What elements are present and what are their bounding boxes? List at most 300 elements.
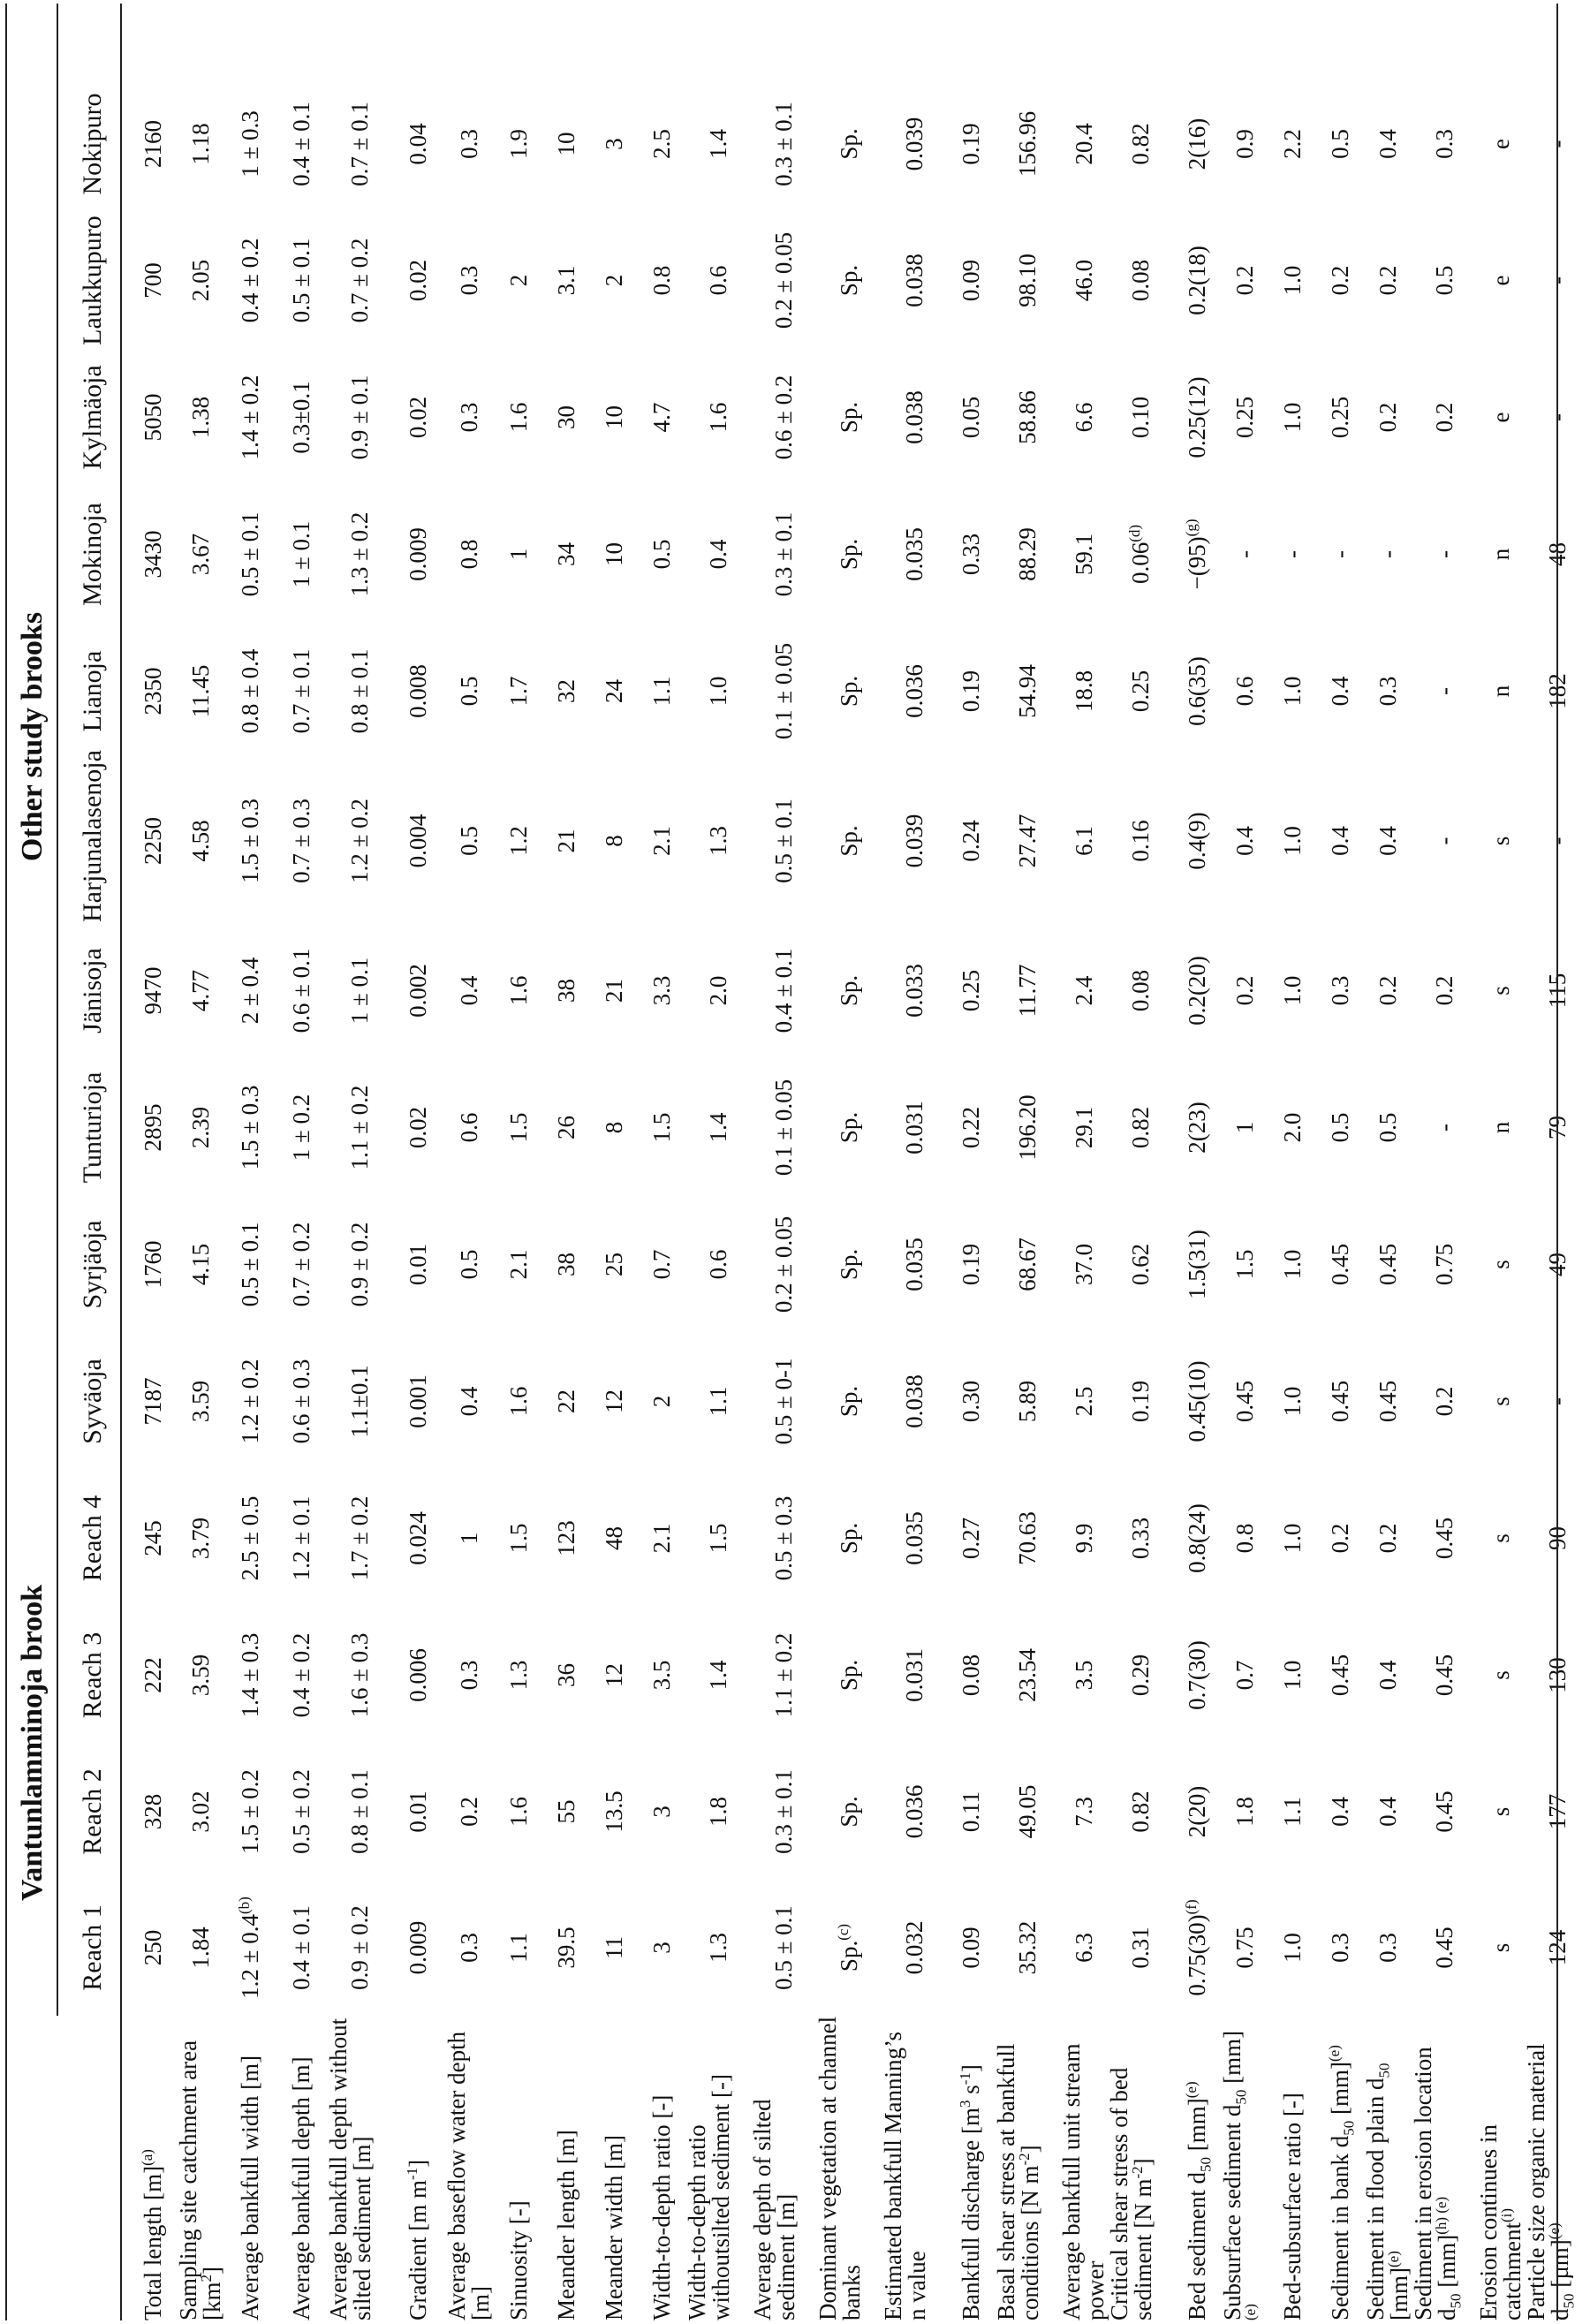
row-label-text — [602, 2135, 626, 2320]
cell-value: 0.45 — [1431, 1517, 1458, 1560]
table-cell — [177, 1196, 224, 1333]
cell-value: 124 — [1544, 1929, 1571, 1966]
column-header: Reach 1 — [78, 1904, 107, 1991]
table-cell — [1477, 1333, 1525, 1470]
label-main: Estimated bankfull Manning’s n value — [880, 2032, 930, 2320]
table-cell — [1268, 486, 1316, 623]
cell-value: Sp. — [836, 128, 862, 160]
cell-value: 1.5 — [505, 1112, 532, 1143]
cell-value: 1.1 — [1279, 1797, 1306, 1827]
table-cell — [1221, 1607, 1268, 1744]
label-footnote: (e) — [1242, 2304, 1259, 2320]
cell-value: 0.2 — [456, 1797, 482, 1827]
label-end: [µm] — [1547, 2239, 1573, 2294]
cell-value: 0.04 — [405, 123, 431, 165]
cell-value: 0.3 — [1431, 129, 1458, 159]
cell-value: 0.08 — [1127, 969, 1154, 1012]
table-cell — [1108, 1744, 1173, 1880]
table-cell — [1316, 212, 1364, 349]
table-cell — [638, 1333, 685, 1470]
table-cell — [1221, 1333, 1268, 1470]
table-cell — [995, 1607, 1060, 1744]
table-cell — [1316, 1333, 1364, 1470]
table-cell — [1364, 486, 1412, 623]
table-cell — [327, 212, 392, 349]
cell-value: 1.0 — [1279, 975, 1306, 1006]
table-cell — [1221, 760, 1268, 922]
cell-value: 0.7 ± 0.1 — [288, 648, 314, 734]
cell-value: 1.1 — [648, 676, 675, 707]
column-header: Syväoja — [78, 1359, 107, 1444]
cell-value: 0.4 — [1374, 826, 1401, 856]
cell-value: 1 ± 0.3 — [237, 110, 263, 178]
cell-value: 6.6 — [1071, 402, 1097, 433]
table-cell — [1316, 1470, 1364, 1607]
table-cell — [1108, 1880, 1173, 2016]
cell-value: 26 — [553, 1116, 579, 1139]
cell-footnote: (f) — [1183, 1899, 1200, 1915]
cell-value: 10 — [601, 405, 627, 429]
table-row — [327, 4, 392, 2320]
cell-value: 35.32 — [1014, 1920, 1041, 1975]
table-cell — [1412, 1607, 1477, 1744]
cell-value: 0.19 — [1127, 1380, 1154, 1423]
cell-value: 21 — [553, 829, 579, 853]
table-cell — [392, 1196, 443, 1333]
table-cell — [1477, 1196, 1525, 1333]
table-cell — [882, 349, 947, 486]
table-cell — [542, 212, 590, 349]
table-cell — [129, 1880, 177, 2016]
column-header: Harjunalasenoja — [78, 750, 107, 922]
cell-value: 1.5 ± 0.3 — [237, 799, 263, 883]
cell-value: 9.9 — [1071, 1523, 1097, 1554]
table-row — [685, 4, 751, 2320]
table-cell — [1221, 623, 1268, 760]
table-cell — [276, 760, 327, 922]
table-cell — [1060, 623, 1108, 760]
table-cell — [1108, 922, 1173, 1059]
cell-value: 4.7 — [648, 402, 675, 433]
cell-value: 123 — [553, 1520, 579, 1556]
table-cell — [542, 760, 590, 922]
cell-value: 79 — [1544, 1116, 1571, 1139]
row-label — [495, 2016, 542, 2320]
cell-value: 9470 — [140, 966, 166, 1015]
table-cell — [443, 1607, 495, 1744]
cell-value: 1760 — [140, 1240, 166, 1289]
label-end: ] — [404, 2159, 431, 2168]
cell-value: 0.7 ± 0.2 — [288, 1222, 314, 1307]
table-cell — [995, 760, 1060, 922]
row-label-text — [1325, 2045, 1357, 2320]
row-label-text — [445, 2016, 493, 2320]
cell-value: 0.45 — [1374, 1243, 1401, 1286]
table-cell — [1108, 623, 1173, 760]
label-main: Average depth of silted sediment [m] — [749, 2099, 799, 2320]
cell-value: 0.01 — [405, 1790, 431, 1833]
table-cell — [1108, 486, 1173, 623]
table-cell — [590, 349, 638, 486]
cell-value: 1.4 — [705, 1112, 731, 1143]
table-cell — [224, 349, 276, 486]
cell-value: 0.031 — [901, 1101, 928, 1154]
table-cell — [495, 76, 542, 212]
table-cell — [1364, 623, 1412, 760]
table-cell — [495, 623, 542, 760]
cell-value: 0.29 — [1127, 1654, 1154, 1697]
cell-value: 2(23) — [1184, 1101, 1210, 1154]
row-label-text — [1221, 2016, 1268, 2320]
cell-value: 0.45 — [1327, 1380, 1353, 1423]
table-cell — [1316, 486, 1364, 623]
table-cell — [276, 1196, 327, 1333]
table-cell — [392, 1059, 443, 1196]
table-cell — [1412, 212, 1477, 349]
table-cell — [542, 1196, 590, 1333]
cell-value: 8 — [601, 835, 627, 847]
column-header: Syrjäoja — [78, 1220, 107, 1309]
table-cell — [751, 760, 816, 922]
cell-value: 0.5 — [1327, 129, 1353, 159]
table-cell — [327, 922, 392, 1059]
table-cell — [816, 1470, 882, 1607]
cell-value: 0.45(10) — [1184, 1360, 1210, 1442]
table-cell — [1268, 1607, 1316, 1744]
table-cell — [882, 1744, 947, 1880]
cell-value: - — [1231, 550, 1258, 558]
table-cell — [1221, 922, 1268, 1059]
label-subscript: 50 — [1560, 2293, 1578, 2309]
row-label-text — [816, 2016, 864, 2320]
cell-value: 0.33 — [958, 533, 984, 576]
table-cell — [1412, 760, 1477, 922]
cell-value: n — [1488, 685, 1514, 698]
cell-value: 0.45 — [1327, 1243, 1353, 1286]
cell-value: 0.19 — [958, 670, 984, 713]
table-row — [995, 4, 1060, 2320]
cell-value: 3 — [601, 138, 627, 150]
table-cell — [1221, 349, 1268, 486]
table-cell — [327, 1470, 392, 1607]
cell-value: 1.6 — [505, 975, 532, 1006]
cell-value: 0.3 ± 0.1 — [770, 102, 797, 186]
cell-value: 0.3 — [456, 265, 482, 296]
table-cell — [1412, 1470, 1477, 1607]
cell-value: Sp. — [836, 974, 862, 1007]
cell-value: 2.0 — [705, 975, 731, 1006]
label-main: Meander width [m] — [600, 2135, 627, 2320]
table-cell — [1364, 922, 1412, 1059]
cell-value: e — [1488, 139, 1514, 149]
cell-value: s — [1488, 1670, 1514, 1680]
cell-value: 10 — [553, 132, 579, 156]
cell-value: Sp. — [836, 1940, 862, 1972]
cell-value: 0.3 ± 0.1 — [770, 511, 797, 597]
cell-value: - — [1544, 1397, 1571, 1405]
label-main: Meander length [m] — [552, 2130, 579, 2320]
label-main: Width-to-depth ratio [-] — [647, 2094, 675, 2320]
cell-value: 1.6 — [505, 402, 532, 433]
table-cell — [947, 212, 995, 349]
header-rule — [120, 4, 122, 2320]
table-cell — [1060, 760, 1108, 922]
cell-value: 0.5 — [456, 826, 482, 856]
table-cell — [276, 76, 327, 212]
row-label — [224, 2016, 276, 2320]
cell-value: 21 — [601, 979, 627, 1003]
table-cell — [1060, 349, 1108, 486]
cell-value: 30 — [553, 405, 579, 429]
table-cell — [590, 76, 638, 212]
table-cell — [995, 1744, 1060, 1880]
cell-value: 11.45 — [187, 664, 214, 718]
cell-value: 0.5 ± 0.1 — [770, 799, 797, 883]
cell-value: Sp. — [836, 264, 862, 297]
table-cell — [542, 1880, 590, 2016]
cell-value: 1.5 — [648, 1112, 675, 1143]
table-cell — [1412, 1333, 1477, 1470]
cell-value: 0.06 — [1127, 541, 1154, 585]
cell-value: 1.0 — [1279, 1249, 1306, 1280]
table-cell — [685, 922, 751, 1059]
table-cell — [392, 486, 443, 623]
table-cell — [590, 760, 638, 922]
label-middle: s — [957, 2085, 984, 2101]
table-cell — [1364, 1880, 1412, 2016]
label-footnote: (a) — [138, 2149, 155, 2166]
table-cell — [685, 1333, 751, 1470]
table-cell — [1412, 1744, 1477, 1880]
table-cell — [1108, 1059, 1173, 1196]
cell-value: 2.05 — [187, 259, 214, 302]
row-label — [995, 2016, 1060, 2320]
table-cell — [224, 76, 276, 212]
label-footnote: (h) (e) — [1433, 2196, 1450, 2235]
table-cell — [947, 760, 995, 922]
table-cell — [177, 922, 224, 1059]
cell-value: 2.5 ± 0.5 — [237, 1495, 263, 1581]
table-cell — [1173, 760, 1221, 922]
label-subscript: 50 — [1447, 2293, 1465, 2309]
table-cell — [224, 1333, 276, 1470]
table-row — [1477, 4, 1525, 2320]
table-cell — [638, 1059, 685, 1196]
cell-value: 1 — [456, 1532, 482, 1545]
cell-value: 130 — [1544, 1657, 1571, 1693]
table-cell — [816, 623, 882, 760]
cell-value: 0.3 — [1327, 1933, 1353, 1963]
cell-value: 0.25 — [1327, 396, 1353, 439]
cell-value: 0.9 ± 0.2 — [346, 1222, 373, 1307]
table-cell — [1477, 1059, 1525, 1196]
table-cell — [947, 1607, 995, 1744]
table-cell — [542, 623, 590, 760]
table-cell — [1060, 1333, 1108, 1470]
table-cell — [392, 623, 443, 760]
table-cell — [882, 1333, 947, 1470]
cell-value: 0.08 — [958, 1654, 984, 1697]
group-header-vantunlamminoja: Vantunlamminoja brook — [16, 1584, 49, 1902]
table-cell — [751, 349, 816, 486]
table-cell — [177, 1607, 224, 1744]
cell-value: 1.1±0.1 — [346, 1365, 373, 1438]
cell-value: 1.18 — [187, 123, 214, 165]
cell-value: 2.1 — [648, 1523, 675, 1554]
cell-value: 0.009 — [405, 527, 431, 581]
table-cell — [495, 1880, 542, 2016]
table-cell — [1268, 1470, 1316, 1607]
table-cell — [276, 1333, 327, 1470]
cell-value: 0.6 — [456, 1112, 482, 1143]
cell-value: 0.02 — [405, 396, 431, 439]
cell-footnote: (c) — [835, 1923, 852, 1941]
table-cell — [443, 76, 495, 212]
cell-value: 0.031 — [901, 1648, 928, 1702]
table-cell — [1477, 1607, 1525, 1744]
cell-value: 0.2 — [1374, 402, 1401, 433]
table-cell — [751, 76, 816, 212]
cell-value: - — [1544, 413, 1571, 421]
cell-value: 1.0 — [705, 676, 731, 707]
table-cell — [177, 623, 224, 760]
cell-value: 32 — [553, 679, 579, 703]
table-cell — [392, 1880, 443, 2016]
table-cell — [1477, 760, 1525, 922]
table-cell — [392, 349, 443, 486]
row-label — [1316, 2016, 1364, 2320]
cell-value: 59.1 — [1071, 533, 1097, 576]
cell-value: 0.7 ± 0.2 — [346, 238, 373, 323]
cell-value: 2.5 — [648, 129, 675, 159]
table-cell — [882, 1196, 947, 1333]
cell-value: 0.09 — [958, 259, 984, 302]
table-cell — [1108, 349, 1173, 486]
cell-value: - — [1279, 550, 1306, 558]
cell-value: 115 — [1544, 973, 1571, 1009]
data-table — [0, 4, 1578, 2320]
row-label-text — [1060, 2016, 1108, 2320]
cell-value: 2895 — [140, 1103, 166, 1152]
cell-value: 1.6 — [505, 1386, 532, 1417]
column-header: Reach 3 — [78, 1631, 107, 1719]
table-cell — [751, 922, 816, 1059]
table-cell — [224, 1744, 276, 1880]
table-cell — [1268, 349, 1316, 486]
cell-value: 0.33 — [1127, 1517, 1154, 1560]
table-cell — [638, 349, 685, 486]
table-cell — [882, 922, 947, 1059]
table-cell — [816, 349, 882, 486]
table-cell — [542, 76, 590, 212]
cell-value: 0.45 — [1431, 1927, 1458, 1969]
table-cell — [685, 1470, 751, 1607]
table-cell — [224, 623, 276, 760]
cell-value: 0.7(30) — [1184, 1640, 1210, 1710]
table-cell — [542, 1470, 590, 1607]
table-row — [590, 4, 638, 2320]
table-cell — [1173, 212, 1221, 349]
cell-value: 0.8(24) — [1184, 1503, 1210, 1573]
table-cell — [443, 1744, 495, 1880]
group-underline-other — [57, 4, 58, 1470]
table-cell — [495, 1333, 542, 1470]
label-end: ] — [1130, 2158, 1156, 2167]
cell-value: 196.20 — [1014, 1094, 1041, 1161]
table-cell — [1221, 486, 1268, 623]
table-cell — [177, 76, 224, 212]
row-label-text — [1364, 2016, 1412, 2320]
label-end: ] — [1017, 2145, 1043, 2154]
table-cell — [882, 76, 947, 212]
label-superscript: 3 — [956, 2100, 973, 2108]
label-superscript: -1 — [956, 2072, 973, 2086]
table-cell — [1412, 623, 1477, 760]
table-cell — [1412, 76, 1477, 212]
table-cell — [1477, 486, 1525, 623]
label-superscript: 2 — [198, 2275, 215, 2282]
cell-value: 49.05 — [1014, 1784, 1041, 1839]
cell-value: - — [1374, 550, 1401, 558]
row-label-text — [1108, 2016, 1155, 2320]
row-label-text — [552, 2130, 579, 2320]
table-cell — [1316, 76, 1364, 212]
cell-value: 0.24 — [958, 820, 984, 862]
table-cell — [1108, 1607, 1173, 1744]
cell-value: 2350 — [140, 667, 166, 715]
table-cell — [276, 1470, 327, 1607]
table-cell — [685, 1880, 751, 2016]
table-cell — [685, 349, 751, 486]
table-cell — [392, 922, 443, 1059]
table-cell — [995, 1333, 1060, 1470]
table-row — [276, 4, 327, 2320]
cell-value: Sp. — [836, 538, 862, 571]
cell-value: 1.3 — [505, 1660, 532, 1691]
cell-value: 0.5 ± 0.1 — [237, 511, 263, 597]
cell-value: 6.3 — [1071, 1933, 1097, 1963]
cell-value: 328 — [140, 1793, 166, 1830]
cell-value: 700 — [140, 262, 166, 299]
row-label — [882, 2016, 947, 2320]
table-cell — [638, 1196, 685, 1333]
table-bottom-rule — [1556, 4, 1558, 2320]
table-cell — [443, 1196, 495, 1333]
table-cell — [495, 1470, 542, 1607]
cell-value: 1.4 — [705, 129, 731, 159]
label-main: Subsurface sediment d — [1219, 2104, 1246, 2320]
cell-value: 11 — [601, 1936, 627, 1959]
cell-value: 3.02 — [187, 1790, 214, 1833]
cell-value: 0.27 — [958, 1517, 984, 1560]
table-cell — [129, 1196, 177, 1333]
row-label — [816, 2016, 882, 2320]
table-cell — [443, 760, 495, 922]
table-cell — [129, 349, 177, 486]
column-header: Mokinoja — [78, 503, 107, 606]
cell-value: 1.1 — [705, 1386, 731, 1417]
cell-value: 2 — [648, 1395, 675, 1408]
cell-value: 3.3 — [648, 975, 675, 1006]
table-row — [177, 4, 224, 2320]
cell-value: 0.3 — [456, 1933, 482, 1963]
cell-value: 54.94 — [1014, 664, 1041, 718]
table-cell — [1477, 1470, 1525, 1607]
label-end: ] — [957, 2064, 984, 2073]
row-label-text — [685, 2016, 733, 2320]
cell-value: 3.59 — [187, 1654, 214, 1697]
table-cell — [1364, 1744, 1412, 1880]
